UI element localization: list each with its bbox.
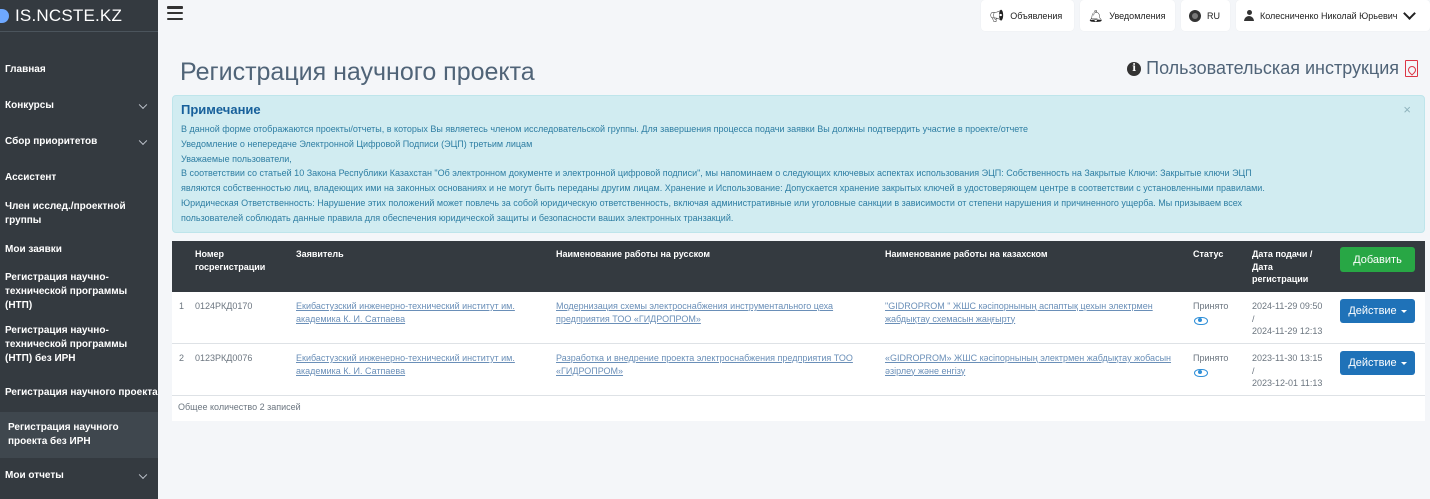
brand-title: IS.NCSTE.KZ — [15, 5, 123, 25]
sidebar-item-label: Регистрация научного проекта без ИРН — [8, 422, 119, 447]
sidebar — [0, 0, 158, 499]
notice-alert — [172, 95, 1425, 233]
column-header-name-kz: Наименование работы на казахском — [885, 249, 1048, 259]
sidebar-item-label: Главная — [5, 64, 46, 75]
sidebar-item-ntp-registration[interactable] — [0, 268, 150, 316]
notice-line: Уведомление о непередаче Электронной Цифровой Подписи (ЭЦП) третьим лицам — [181, 138, 533, 149]
eye-icon[interactable] — [1194, 369, 1208, 377]
sidebar-item-contests[interactable] — [0, 88, 158, 124]
page-title: Регистрация научного проекта — [180, 58, 535, 86]
sidebar-item-label: Регистрация научно-технической программы (НТП) — [5, 272, 128, 311]
reg-number: 0124РКД0170 — [195, 301, 253, 311]
records-total: Общее количество 2 записей — [178, 402, 301, 412]
close-icon[interactable]: × — [1403, 102, 1411, 117]
announcements-label: Объявления — [1010, 10, 1063, 21]
table-row — [172, 292, 1425, 344]
status-cell — [1193, 300, 1228, 325]
reg-number: 0123РКД0076 — [195, 353, 253, 363]
add-button[interactable]: Добавить — [1340, 247, 1415, 272]
notice-line: являются собственностью лиц, владеющих ими на законных основаниях и не могут быть переданы другим лицам. Хранение и Использование: Допускается хранение закрытых ключей в удостоверяющем центре в соответствии с установленными правилами. — [181, 183, 1265, 194]
project-name-kz-link[interactable]: "GIDROPROM " ЖШС кәсіпорнының аспаптық цехын электрмен жабдықтау схемасын жаңғырту — [885, 301, 1153, 324]
language-button[interactable] — [1181, 0, 1230, 31]
language-label: RU — [1207, 10, 1220, 21]
sidebar-item-project-registration-no-irn[interactable] — [0, 412, 158, 458]
sidebar-item-label: Регистрация научного проекта — [5, 387, 158, 398]
top-navbar — [158, 0, 1430, 37]
column-header-name-ru: Наименование работы на русском — [556, 249, 710, 259]
notice-line: В соответствии со статьей 10 Закона Республики Казахстан "Об электронном документе и электронной цифровой подписи", мы напоминаем о следующих ключевых аспектах использования ЭЦП: Собственность на Закрытые Ключи: Закрытые ключи ЭЦП — [181, 168, 1252, 179]
notice-line: Юридическая Ответственность: Нарушение этих положений может повлечь за собой юридическую ответственность, включая административные или уголовные санкции в зависимости от степени нарушения и причиненного ущерба. Мы призываем всех — [181, 197, 1243, 208]
user-name: Колесниченко Николай Юрьевич — [1260, 10, 1398, 21]
notifications-label: Уведомления — [1109, 10, 1166, 21]
table-header — [172, 241, 1425, 292]
date-cell: 2023-11-30 13:15 / 2023-12-01 11:13 — [1252, 353, 1323, 388]
pdf-icon[interactable] — [1405, 60, 1418, 77]
caret-down-icon — [1401, 310, 1407, 313]
logo-icon — [0, 9, 9, 23]
menu-toggle-icon[interactable] — [167, 6, 183, 20]
column-header-applicant: Заявитель — [296, 249, 344, 259]
project-name-ru-link[interactable]: Разработка и внедрение проекта электроснабжения предприятия ТОО «ГИДРОПРОМ» — [556, 353, 853, 376]
sidebar-nav — [0, 52, 158, 494]
table-row — [172, 344, 1425, 396]
sidebar-item-label: Ассистент — [5, 172, 57, 183]
chevron-down-icon — [139, 137, 147, 145]
megaphone-icon: 📢︎ — [989, 8, 1005, 23]
info-icon: i — [1127, 62, 1141, 76]
column-header-date: Дата подачи / Дата регистрации — [1252, 249, 1313, 284]
user-icon — [1244, 10, 1254, 21]
chevron-down-icon — [1404, 7, 1417, 20]
projects-table — [172, 241, 1425, 421]
sidebar-item-label: Мои заявки — [5, 244, 62, 255]
sidebar-item-priorities[interactable] — [0, 124, 158, 160]
globe-icon — [1189, 10, 1201, 22]
brand[interactable] — [0, 0, 158, 32]
sidebar-item-my-reports[interactable] — [0, 458, 158, 494]
sidebar-item-my-applications[interactable] — [0, 232, 158, 268]
sidebar-item-home[interactable] — [0, 52, 158, 88]
sidebar-item-label: Член исслед./проектной группы — [5, 201, 126, 226]
user-manual-link[interactable] — [1127, 58, 1418, 79]
column-header-reg-no: Номер госрегистрации — [195, 249, 266, 272]
sidebar-item-label: Конкурсы — [5, 100, 54, 111]
notice-heading: Примечание — [181, 102, 261, 117]
action-dropdown-button[interactable]: Действие — [1340, 299, 1415, 323]
announcements-button[interactable] — [981, 0, 1074, 31]
user-manual-label: Пользовательская инструкция — [1146, 58, 1399, 78]
sidebar-item-label: Регистрация научно-технической программы (НТП) без ИРН — [5, 325, 128, 364]
notice-line: Уважаемые пользователи, — [181, 153, 292, 164]
chevron-down-icon — [139, 471, 147, 479]
sidebar-item-ntp-registration-no-irn[interactable] — [0, 316, 150, 374]
row-number: 2 — [179, 353, 185, 363]
action-dropdown-button[interactable]: Действие — [1340, 351, 1415, 375]
applicant-link[interactable]: Екибастузский инженерно-технический институт им. академика К. И. Сатпаева — [296, 353, 515, 376]
status-text: Принято — [1193, 301, 1229, 311]
date-cell: 2024-11-29 09:50 / 2024-11-29 12:13 — [1252, 301, 1323, 336]
notice-line: пользователей соблюдать данные правила для обеспечения юридической защиты и безопасности ваших электронных транзакций. — [181, 212, 734, 223]
status-text: Принято — [1193, 353, 1229, 363]
sidebar-item-label: Сбор приоритетов — [5, 136, 98, 147]
sidebar-item-project-registration[interactable] — [0, 374, 158, 412]
project-name-kz-link[interactable]: «GIDROPROM» ЖШС кәсіпорнының электрмен жабдықтау жобасын әзірлеу және енгізу — [885, 353, 1172, 376]
status-cell — [1193, 352, 1228, 377]
project-name-ru-link[interactable]: Модернизация схемы электроснабжения инструментального цеха предприятия ТОО «ГИДРОПРОМ» — [556, 301, 834, 324]
row-number: 1 — [179, 301, 185, 311]
notifications-button[interactable] — [1080, 0, 1175, 31]
applicant-link[interactable]: Екибастузский инженерно-технический институт им. академика К. И. Сатпаева — [296, 301, 515, 324]
sidebar-item-group-member[interactable] — [0, 196, 158, 232]
sidebar-item-label: Мои отчеты — [5, 470, 64, 481]
user-menu-button[interactable] — [1236, 0, 1430, 31]
notice-line: В данной форме отображаются проекты/отчеты, в которых Вы являетесь членом исследовательской группы. Для завершения процесса подачи заявки Вы должны подтвердить участие в проекте/отчете — [181, 124, 1029, 134]
caret-down-icon — [1401, 362, 1407, 365]
sidebar-item-assistant[interactable] — [0, 160, 158, 196]
bell-icon: 🔔︎ — [1088, 8, 1104, 23]
chevron-down-icon — [139, 101, 147, 109]
column-header-status: Статус — [1193, 249, 1224, 259]
eye-icon[interactable] — [1194, 317, 1208, 325]
